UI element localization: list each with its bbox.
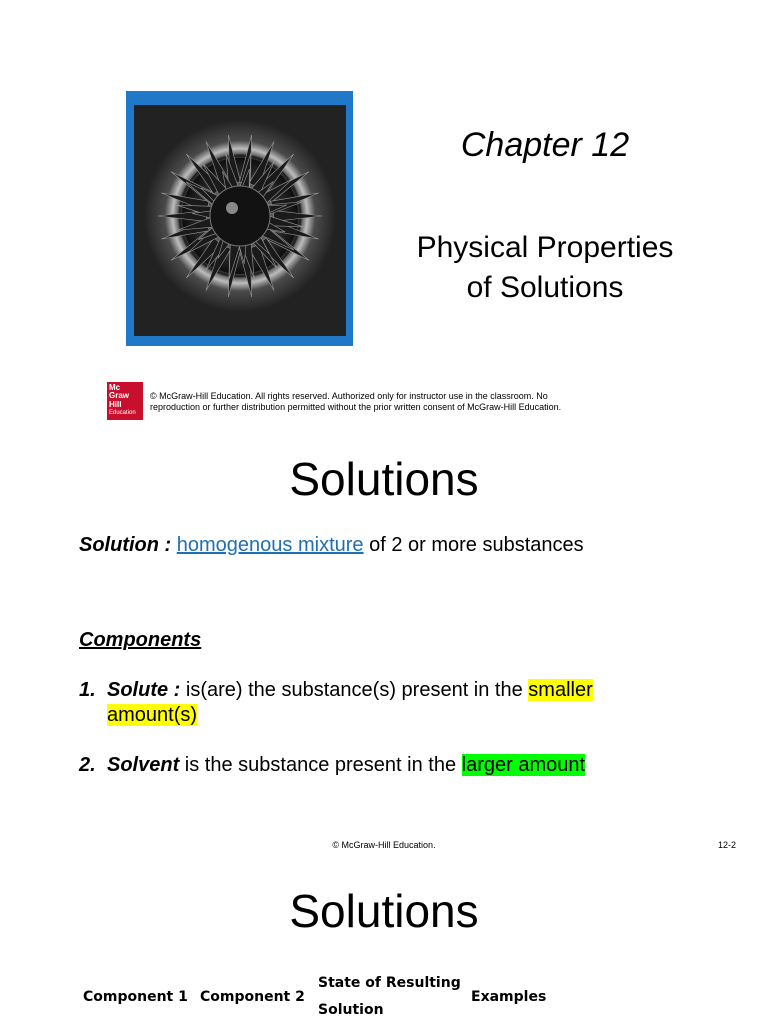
solution-definition: Solution : homogenous mixture of 2 or more substances xyxy=(79,534,584,556)
components-heading: Components xyxy=(79,629,202,651)
ferrofluid-photo xyxy=(134,105,346,336)
slide2-title: Solutions xyxy=(289,453,479,505)
chapter-title: Chapter 12 xyxy=(460,126,630,164)
homogenous-mixture-link[interactable]: homogenous mixture xyxy=(176,534,364,556)
table-header-examples: Examples xyxy=(471,989,547,1005)
ferrofluid-spikes xyxy=(134,105,346,336)
highlight-larger-amount: larger amount xyxy=(461,754,586,776)
list-item-solute: 1. Solute : is(are) the substance(s) present in the smaller amount(s) xyxy=(79,679,593,726)
table-header-component-1: Component 1 xyxy=(83,989,188,1005)
copyright-notice: © McGraw-Hill Education. All rights reserved. Authorized only for instructor use in the classroom. No reproduction or further distribution permitted without the prior written consent of McGraw-Hill Education. xyxy=(150,391,562,412)
footer-copyright: © McGraw-Hill Education. xyxy=(332,840,436,850)
highlight-amounts: amount(s) xyxy=(107,704,198,726)
chapter-subtitle: Physical Properties of Solutions xyxy=(416,231,674,304)
table-header-state: State of Resulting Solution xyxy=(318,975,461,1018)
table-header-component-2: Component 2 xyxy=(200,989,305,1005)
slide3-title: Solutions xyxy=(289,885,479,937)
page-number: 12-2 xyxy=(718,840,737,850)
highlight-smaller: smaller xyxy=(528,679,593,701)
list-item-solvent: 2. Solvent is the substance present in the larger amount xyxy=(79,754,586,776)
mcgraw-hill-logo: Mc Graw Hill Education xyxy=(107,382,143,420)
cover-image-frame xyxy=(126,91,353,346)
